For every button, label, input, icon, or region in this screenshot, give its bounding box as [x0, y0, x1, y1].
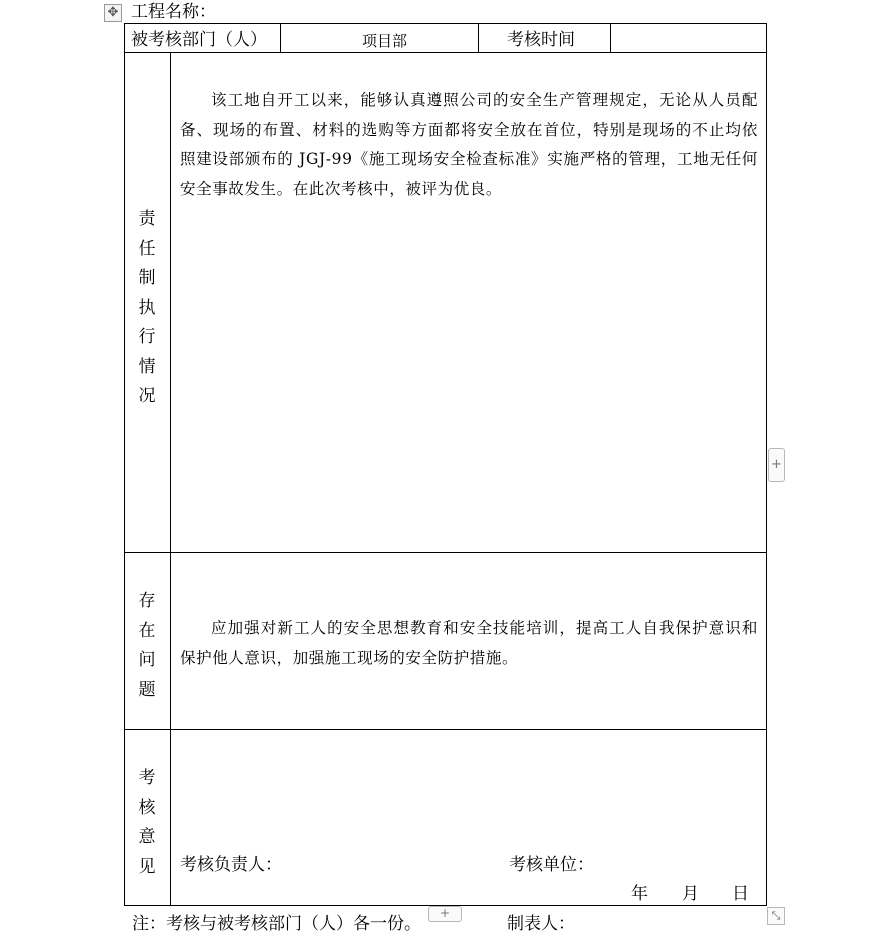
unit-label: 考核单位： — [509, 855, 594, 875]
table-resize-icon[interactable]: ⤡ — [767, 907, 785, 925]
responsibility-text[interactable]: 该工地自开工以来，能够认真遵照公司的安全生产管理规定，无论从人员配备、现场的布置、材料的选购等方面都将安全放在首位，特别是现场的不止均依照建设部颁布的 JGJ-99《施工现场安全检查标准》实施严格的管理，工地无任何安全事故发生。在此次考核中，被评为优良。 — [180, 91, 758, 198]
add-row-icon[interactable]: + — [428, 906, 462, 922]
dept-value[interactable]: 项目部 — [362, 32, 408, 50]
opinion-label: 考 核 意 见 — [138, 768, 156, 877]
reviewer-label: 考核负责人： — [180, 855, 282, 875]
month-label: 月 — [682, 884, 699, 904]
add-column-icon[interactable]: + — [768, 448, 785, 482]
footer-note: 注：考核与被考核部门（人）各一份。 — [132, 914, 421, 934]
project-name-label: 工程名称： — [131, 2, 216, 22]
year-label: 年 — [631, 884, 648, 904]
preparer-label: 制表人： — [507, 914, 575, 934]
dept-label: 被考核部门（人） — [131, 30, 267, 50]
time-label: 考核时间 — [507, 30, 575, 50]
time-value[interactable] — [618, 28, 758, 50]
day-label: 日 — [732, 884, 749, 904]
table-move-handle-icon[interactable]: ✥ — [104, 4, 122, 22]
issues-text[interactable]: 应加强对新工人的安全思想教育和安全技能培训，提高工人自我保护意识和保护他人意识，加强施工现场的安全防护措施。 — [180, 619, 758, 667]
responsibility-label: 责 任 制 执 行 情 况 — [138, 209, 156, 406]
issues-label: 存 在 问 题 — [138, 591, 156, 700]
